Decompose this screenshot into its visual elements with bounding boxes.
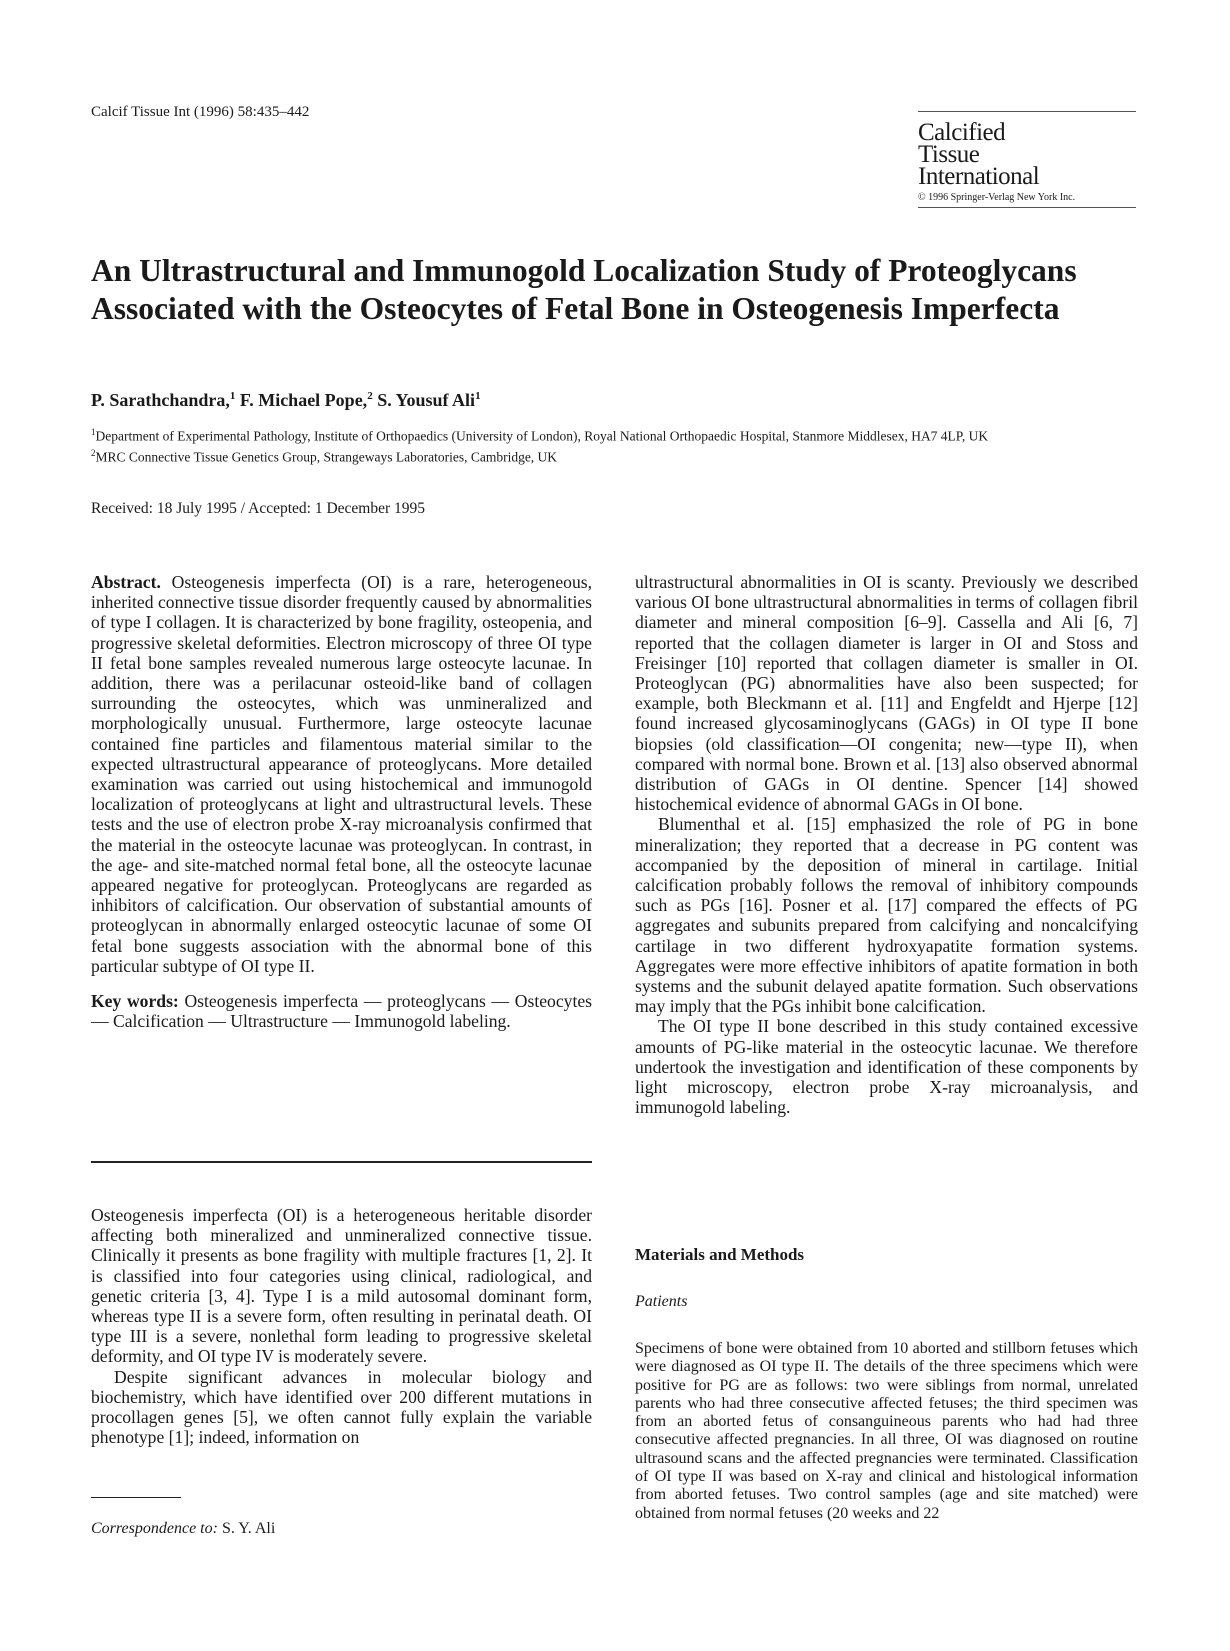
logo-top-rule	[918, 111, 1136, 112]
keywords-paragraph	[91, 991, 592, 1031]
abstract-label: Abstract.	[91, 572, 161, 592]
author-affil-mark: 1	[475, 390, 481, 402]
copyright-notice: © 1996 Springer-Verlag New York Inc.	[918, 192, 1076, 203]
subsection-heading-patients: Patients	[635, 1293, 688, 1310]
journal-logo	[918, 111, 1136, 208]
intro-left-column	[91, 1205, 592, 1447]
keywords-label: Key words:	[91, 991, 179, 1012]
logo-wordmark	[918, 119, 1136, 190]
journal-citation: Calcif Tissue Int (1996) 58:435–442	[91, 104, 310, 120]
methods-column	[635, 1340, 1138, 1523]
logo-line-1: Calcified	[918, 119, 1006, 146]
abstract-text: Osteogenesis imperfecta (OI) is a rare, heterogeneous, inherited connective tissue disorder frequently caused by abnormalities of type I collagen. It is characterized by bone fragility, osteopenia, and progressive skeletal deformities. Electron microscopy of three OI type II fetal bone samples revealed numerous large osteocyte lacunae. In addition, there was a perilacunar osteoid-like band of collagen surrounding the osteocytes, which was unmineralized and morphologically unusual. Furthermore, large osteocyte lacunae contained fine particles and filamentous material similar to the expected ultrastructural appearance of proteoglycans. More detailed examination was carried out using histochemical and immunogold localization of proteoglycans at light and ultrastructural levels. These tests and the use of electron probe X-ray microanalysis confirmed that the material in the osteocyte lacunae was proteoglycan. In contrast, in the age- and site-matched normal fetal bone, all the osteocyte lacunae appeared negative for proteoglycan. Proteoglycans are regarded as inhibitors of calcification. Our observation of substantial amounts of proteoglycan in abnormally enlarged osteocytic lacunae of some OI fetal bone suggests association with the abnormal bone of this particular subtype of OI type II.	[91, 572, 592, 976]
intro-right-column	[635, 572, 1138, 1117]
logo-bottom-rule	[918, 207, 1136, 208]
abstract-block	[91, 572, 592, 1031]
intro-paragraph-4: Blumenthal et al. [15] emphasized the role of PG in bone mineralization; they reported that a decrease in PG content was accompanied by the deposition of mineral in cartilage. Initial calcification probably follows the removal of inhibitory compounds such as PGs [16]. Posner et al. [17] compared the effects of PG aggregates and subunits prepared from calcifying and noncalcifying cartilage in two different hydroxyapatite formation systems. Aggregates were more effective inhibitors of apatite formation in both systems and the subunit delayed apatite formation. Such observations may imply that the PGs inhibit bone calcification.	[635, 814, 1138, 1017]
abstract-divider	[91, 1161, 592, 1163]
abstract-paragraph	[91, 572, 592, 976]
affiliation-text: Department of Experimental Pathology, Institute of Orthopaedics (University of London), Royal National Orthopaedic Hospital, Stanmore Middlesex, HA7 4LP, UK	[95, 428, 989, 444]
logo-line-2: Tissue	[918, 141, 980, 168]
logo-line-3: International	[918, 163, 1040, 190]
correspondence-label: Correspondence to:	[91, 1520, 218, 1537]
keywords-text: Osteogenesis imperfecta — proteoglycans — Osteocytes — Calcification — Ultrastructure — Immunogold labeling.	[91, 991, 592, 1032]
affiliation-mark: 2	[91, 447, 96, 458]
author-name: F. Michael Pope,	[239, 390, 368, 410]
intro-paragraph-5: The OI type II bone described in this study contained excessive amounts of PG-like material in the osteocytic lacunae. We therefore undertook the investigation and identification of these components by light microscopy, electron probe X-ray microanalysis, and immunogold labeling.	[635, 1016, 1138, 1118]
author-affil-mark: 2	[367, 390, 373, 402]
intro-paragraph-3: ultrastructural abnormalities in OI is scanty. Previously we described various OI bone ultrastructural abnormalities in terms of collagen fibril diameter and mineral composition [6–9]. Cassella and Ali [6, 7] reported that the collagen diameter is larger in OI and Stoss and Freisinger [10] reported that collagen diameter is smaller in OI. Proteoglycan (PG) abnormalities have also been suspected; for example, both Bleckmann et al. [11] and Engfeldt and Hjerpe [12] found increased glycosaminoglycans (GAGs) in OI type II bone biopsies (old classification—OI congenita; new—type II), when compared with normal bone. Brown et al. [13] also observed abnormal distribution of GAGs in OI dentine. Spencer [14] showed histochemical evidence of abnormal GAGs in OI bone.	[635, 572, 1138, 815]
author-list	[91, 390, 481, 411]
article-title: An Ultrastructural and Immunogold Localization Study of Proteoglycans Associated with the Osteocytes of Fetal Bone in Osteogenesis Imperfecta	[91, 253, 1077, 326]
intro-paragraph-2: Despite significant advances in molecular biology and biochemistry, which have identified over 200 different mutations in procollagen genes [5], we often cannot fully explain the variable phenotype [1]; indeed, information on	[91, 1366, 592, 1448]
affiliation-item	[91, 445, 1151, 466]
affiliations	[91, 424, 1151, 465]
received-dates: Received: 18 July 1995 / Accepted: 1 December 1995	[91, 500, 426, 517]
affiliation-mark: 1	[91, 427, 96, 437]
author-affil-mark: 1	[229, 390, 236, 402]
affiliation-item	[91, 424, 1151, 445]
correspondence-note	[91, 1520, 275, 1538]
footnote-divider	[91, 1497, 181, 1498]
methods-paragraph-1: Specimens of bone were obtained from 10 aborted and stillborn fetuses which were diagnosed as OI type II. The details of the three specimens which were positive for PG are as follows: two were siblings from normal, unrelated parents who had three consecutive affected fetuses; the third specimen was from an aborted fetus of consanguineous parents who had had three consecutive affected pregnancies. In all three, OI was diagnosed on routine ultrasound scans and the affected pregnancies were terminated. Classification of OI type II was based on X-ray and clinical and histological information from aborted fetuses. Two control samples (age and site matched) were obtained from normal fetuses (20 weeks and 22	[635, 1340, 1138, 1522]
author-name: S. Yousuf Ali	[377, 390, 476, 410]
author-name: P. Sarathchandra,	[91, 390, 230, 410]
intro-paragraph-1: Osteogenesis imperfecta (OI) is a heterogeneous heritable disorder affecting both mineralized and unmineralized connective tissue. Clinically it presents as bone fragility with multiple fractures [1, 2]. It is classified into four categories using clinical, radiological, and genetic criteria [3, 4]. Type I is a mild autosomal dominant form, whereas type II is a severe form, often resulting in perinatal death. OI type III is a severe, nonlethal form leading to progressive skeletal deformity, and OI type IV is moderately severe.	[91, 1205, 592, 1367]
section-heading-methods: Materials and Methods	[635, 1245, 805, 1264]
correspondence-name: S. Y. Ali	[221, 1520, 276, 1537]
affiliation-text: MRC Connective Tissue Genetics Group, Strangeways Laboratories, Cambridge, UK	[95, 449, 558, 464]
